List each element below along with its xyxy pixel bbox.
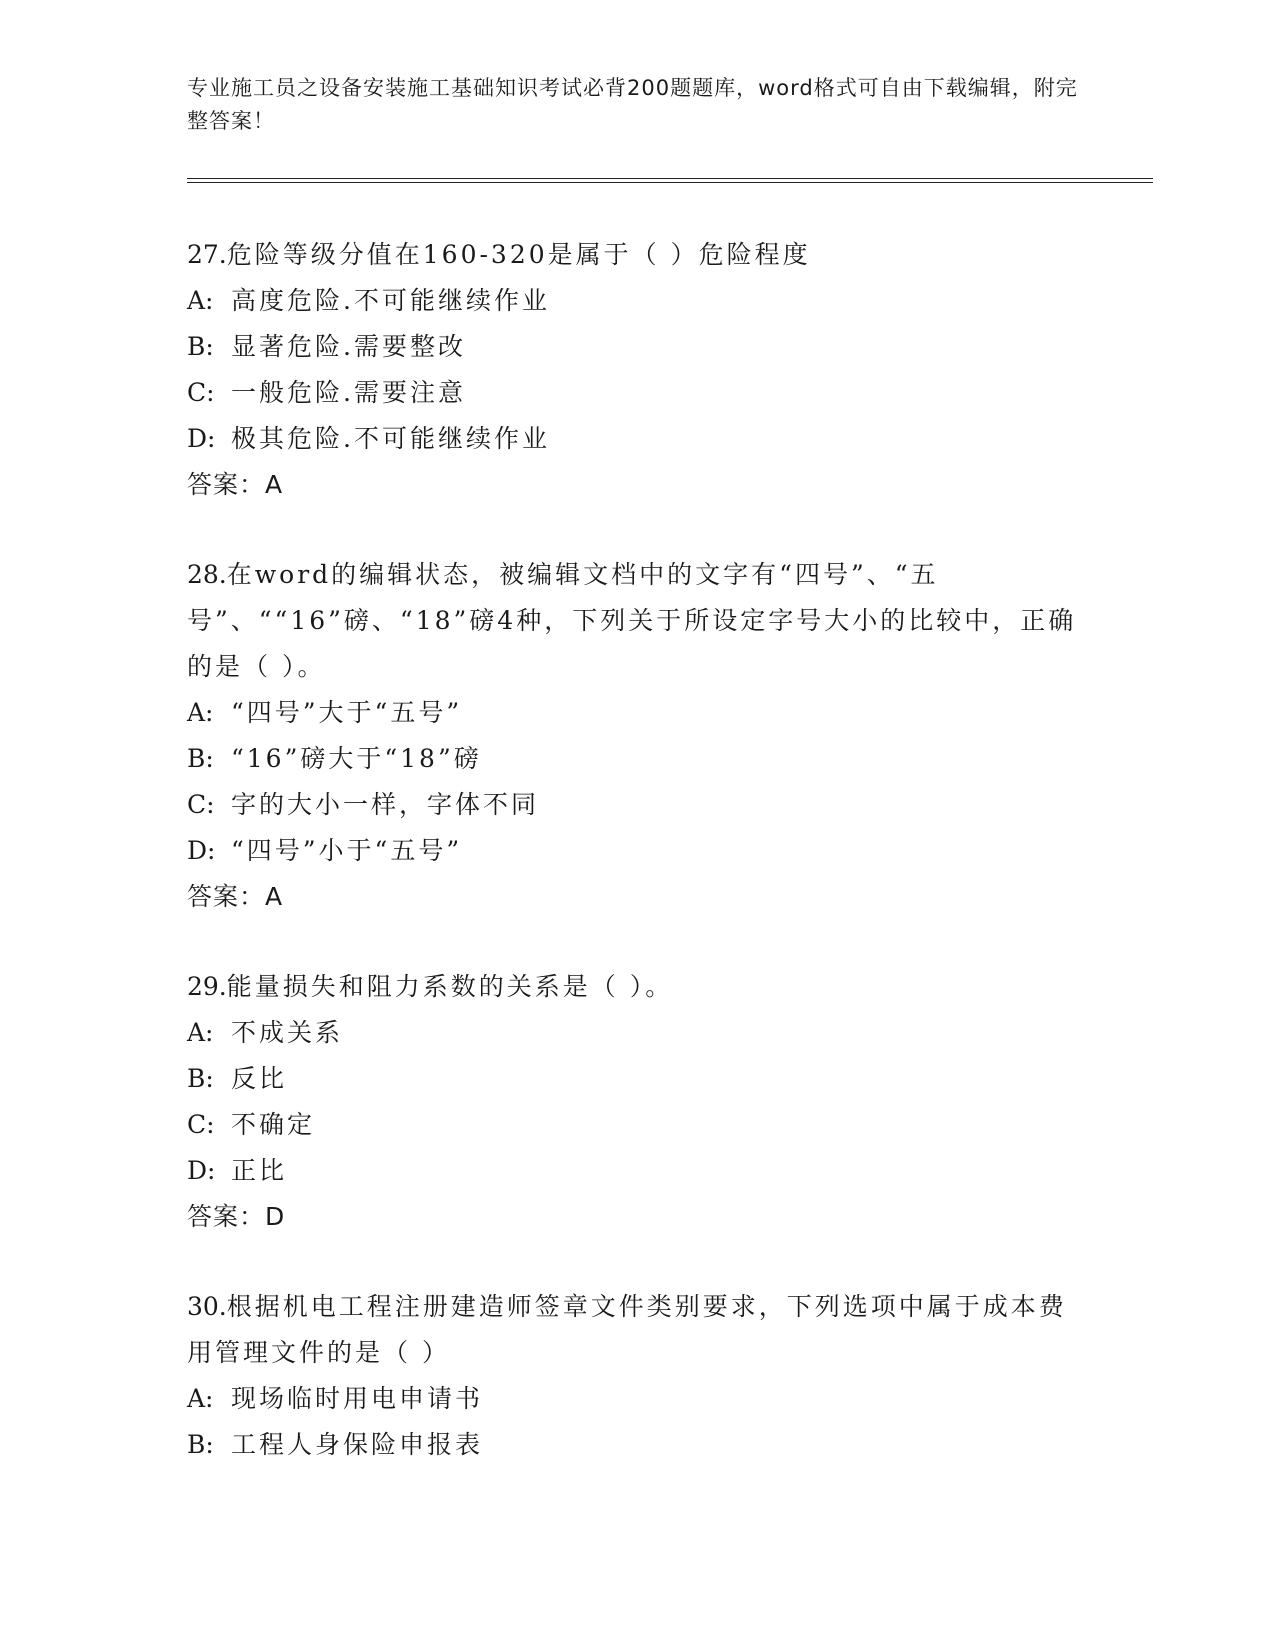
option-text: 反比 — [231, 1064, 288, 1093]
option-d — [187, 828, 1087, 874]
option-text: “四号”小于“五号” — [231, 836, 463, 865]
question-text — [187, 232, 1087, 278]
option-text: 高度危险.不可能继续作业 — [231, 286, 550, 315]
question-list — [187, 232, 1087, 1512]
option-d — [187, 1148, 1087, 1194]
option-letter: C: — [187, 378, 215, 407]
question-30 — [187, 1284, 1087, 1468]
option-a — [187, 278, 1087, 324]
option-letter: D: — [187, 424, 216, 453]
answer-label: 答案： — [187, 882, 266, 911]
option-a — [187, 690, 1087, 736]
option-c — [187, 370, 1087, 416]
question-number: 30. — [187, 1292, 227, 1321]
option-letter: A: — [187, 1384, 214, 1413]
answer-line — [187, 462, 1087, 508]
option-letter: D: — [187, 836, 216, 865]
question-number: 27. — [187, 240, 227, 269]
option-text: 正比 — [231, 1156, 288, 1185]
option-b — [187, 324, 1087, 370]
option-b — [187, 1422, 1087, 1468]
question-number: 29. — [187, 972, 227, 1001]
question-text — [187, 1284, 1087, 1376]
option-letter: B: — [187, 1064, 214, 1093]
option-text: 极其危险.不可能继续作业 — [231, 424, 550, 453]
question-number: 28. — [187, 560, 227, 589]
question-28 — [187, 552, 1087, 920]
option-text: “16”磅大于“18”磅 — [231, 744, 482, 773]
option-a — [187, 1010, 1087, 1056]
question-text — [187, 964, 1087, 1010]
answer-value: A — [265, 882, 284, 911]
document-title: 专业施工员之设备安装施工基础知识考试必背200题题库，word格式可自由下载编辑，附完整答案！ — [187, 76, 1078, 133]
option-b — [187, 1056, 1087, 1102]
option-text: 现场临时用电申请书 — [231, 1384, 484, 1413]
option-letter: A: — [187, 286, 214, 315]
option-c — [187, 1102, 1087, 1148]
question-27 — [187, 232, 1087, 508]
question-text — [187, 552, 1087, 690]
option-text: 工程人身保险申报表 — [231, 1430, 484, 1459]
answer-value: A — [265, 470, 284, 499]
question-stem: 能量损失和阻力系数的关系是（ ）。 — [226, 972, 674, 1001]
question-stem: 根据机电工程注册建造师签章文件类别要求，下列选项中属于成本费用管理文件的是（ ） — [187, 1292, 1067, 1367]
option-b — [187, 736, 1087, 782]
option-c — [187, 782, 1087, 828]
option-letter: B: — [187, 332, 214, 361]
option-text: 不确定 — [231, 1110, 316, 1139]
option-letter: C: — [187, 1110, 215, 1139]
option-letter: B: — [187, 1430, 214, 1459]
header-divider-bottom — [187, 182, 1153, 183]
option-text: 显著危险.需要整改 — [231, 332, 466, 361]
answer-label: 答案： — [187, 470, 266, 499]
question-stem: 危险等级分值在160-320是属于（ ）危险程度 — [226, 240, 811, 269]
option-d — [187, 416, 1087, 462]
option-letter: B: — [187, 744, 214, 773]
option-text: 不成关系 — [231, 1018, 344, 1047]
option-text: “四号”大于“五号” — [231, 698, 463, 727]
option-letter: A: — [187, 698, 214, 727]
option-text: 字的大小一样，字体不同 — [231, 790, 540, 819]
answer-value: D — [265, 1202, 286, 1231]
question-29 — [187, 964, 1087, 1240]
answer-line — [187, 874, 1087, 920]
answer-label: 答案： — [187, 1202, 266, 1231]
answer-line — [187, 1194, 1087, 1240]
option-letter: D: — [187, 1156, 216, 1185]
header-divider-top — [187, 178, 1153, 179]
option-letter: A: — [187, 1018, 214, 1047]
option-text: 一般危险.需要注意 — [231, 378, 466, 407]
option-letter: C: — [187, 790, 215, 819]
option-a — [187, 1376, 1087, 1422]
question-stem: 在word的编辑状态，被编辑文档中的文字有“四号”、“五号”、““16”磅、“18”磅4种，下列关于所设定字号大小的比较中，正确的是（ ）。 — [187, 560, 1077, 681]
